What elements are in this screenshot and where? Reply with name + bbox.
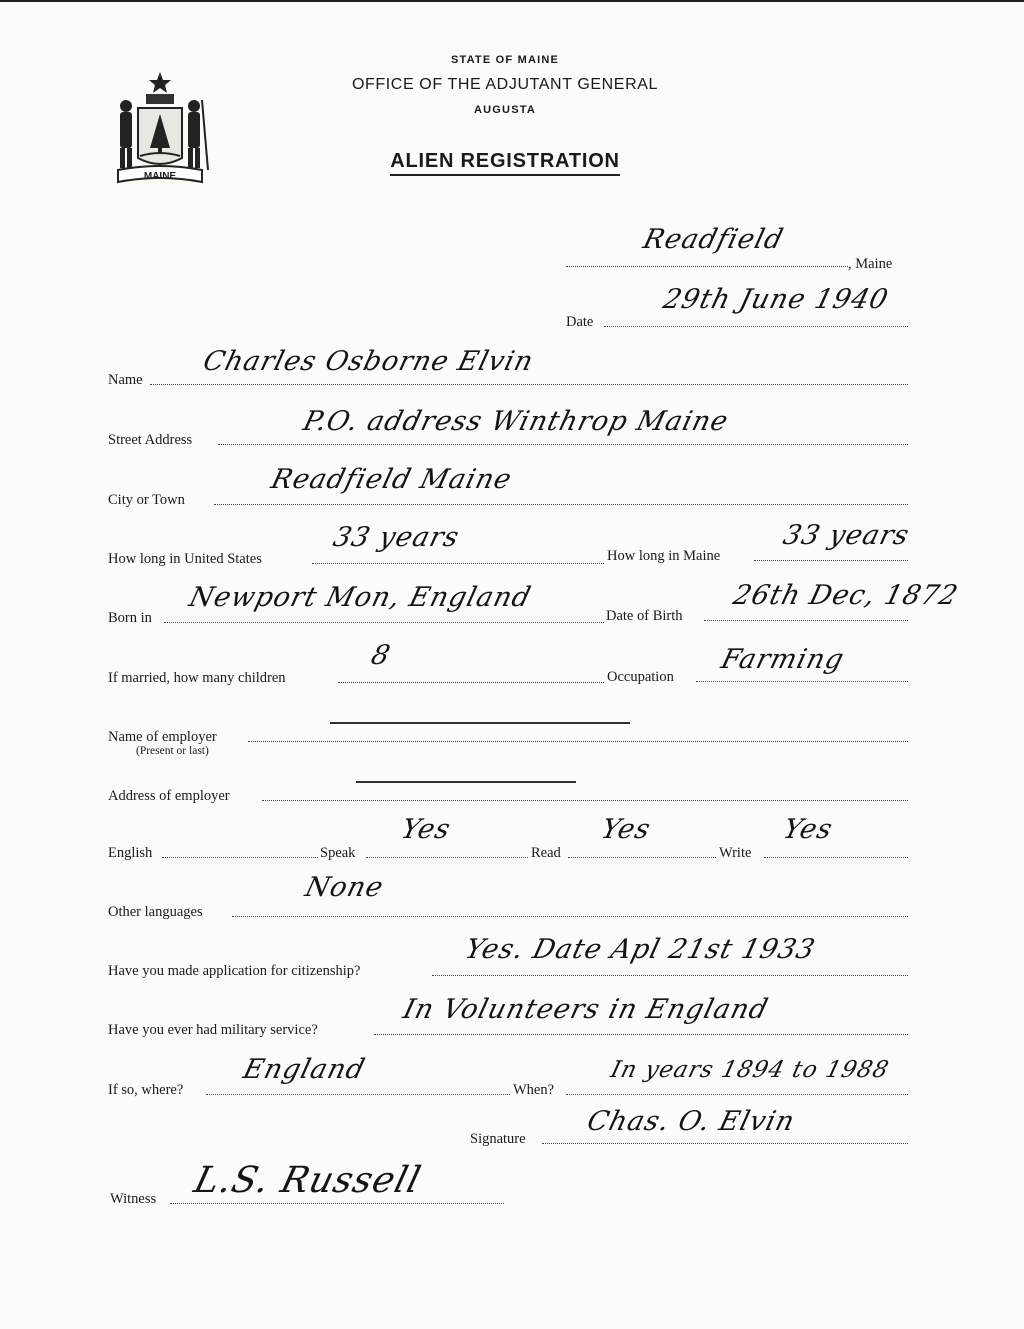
military-value: In Volunteers in England [400, 994, 772, 1025]
occupation-label: Occupation [607, 669, 674, 685]
state-heading: STATE OF MAINE [450, 54, 560, 66]
signature-line [542, 1143, 908, 1144]
how-long-maine-label: How long in Maine [607, 548, 721, 564]
other-languages-label: Other languages [108, 904, 203, 920]
english-label: English [108, 845, 153, 861]
occupation-value: Farming [718, 644, 848, 675]
children-label: If married, how many children [108, 670, 286, 686]
signature-value: Chas. O. Elvin [584, 1106, 799, 1137]
when-label: When? [513, 1082, 555, 1098]
date-label: Date [566, 314, 594, 330]
employer-line [248, 741, 908, 742]
if-so-where-label: If so, where? [108, 1082, 184, 1098]
occupation-line [696, 681, 908, 682]
witness-value: L.S. Russell [190, 1160, 426, 1201]
witness-label: Witness [110, 1191, 157, 1207]
speak-label: Speak [320, 845, 356, 861]
born-in-value: Newport Mon, England [186, 582, 535, 613]
city-heading: AUGUSTA [474, 104, 536, 116]
date-value: 29th June 1940 [660, 284, 892, 315]
employer-sublabel: (Present or last) [136, 745, 209, 757]
employer-address-label: Address of employer [108, 788, 230, 804]
city-value: Readfield Maine [268, 464, 516, 495]
maine-label: , Maine [848, 256, 893, 272]
write-line [764, 857, 908, 858]
how-long-us-value: 33 years [330, 522, 463, 553]
date-line [604, 326, 908, 327]
when-value: In years 1894 to 1988 [608, 1057, 892, 1083]
citizenship-line [432, 975, 908, 976]
employer-label: Name of employer [108, 729, 217, 745]
born-in-label: Born in [108, 610, 152, 626]
if-so-where-line [206, 1094, 510, 1095]
town-line [566, 266, 848, 267]
employer-address-dash-mark [356, 781, 576, 783]
office-heading: OFFICE OF THE ADJUTANT GENERAL [351, 76, 659, 93]
read-value: Yes [598, 814, 655, 845]
speak-value: Yes [398, 814, 455, 845]
english-line [162, 857, 318, 858]
military-label: Have you ever had military service? [108, 1022, 318, 1038]
born-in-line [164, 622, 604, 623]
name-value: Charles Osborne Elvin [200, 346, 537, 377]
military-line [374, 1034, 908, 1035]
form-title-text: ALIEN REGISTRATION [390, 150, 620, 176]
street-label: Street Address [108, 432, 193, 448]
where-value: England [240, 1054, 369, 1085]
children-line [338, 682, 604, 683]
seal-maine-text: MAINE [143, 171, 177, 182]
employer-dash-mark [330, 722, 630, 724]
how-long-us-label: How long in United States [108, 551, 262, 567]
how-long-maine-line [754, 560, 908, 561]
name-line [150, 384, 908, 385]
signature-label: Signature [470, 1131, 526, 1147]
when-line [566, 1094, 908, 1095]
city-line [214, 504, 908, 505]
citizenship-label: Have you made application for citizenship? [108, 963, 361, 979]
citizenship-value: Yes. Date Apl 21st 1933 [462, 934, 819, 965]
street-value: P.O. address Winthrop Maine [300, 406, 732, 437]
speak-line [366, 857, 528, 858]
how-long-maine-value: 33 years [780, 520, 913, 551]
town-value: Readfield [640, 224, 787, 255]
maine-state-seal-icon [108, 70, 212, 190]
children-value: 8 [368, 640, 394, 671]
write-value: Yes [780, 814, 837, 845]
other-languages-line [232, 916, 908, 917]
witness-line [170, 1203, 504, 1204]
other-languages-value: None [302, 872, 387, 903]
city-label: City or Town [108, 492, 185, 508]
street-line [218, 444, 908, 445]
form-title [290, 150, 720, 173]
date-of-birth-line [704, 620, 908, 621]
date-of-birth-label: Date of Birth [606, 608, 683, 624]
date-of-birth-value: 26th Dec, 1872 [730, 580, 962, 611]
read-line [568, 857, 716, 858]
read-label: Read [531, 845, 561, 861]
how-long-us-line [312, 563, 604, 564]
employer-address-line [262, 800, 908, 801]
name-label: Name [108, 372, 143, 388]
write-label: Write [719, 845, 752, 861]
